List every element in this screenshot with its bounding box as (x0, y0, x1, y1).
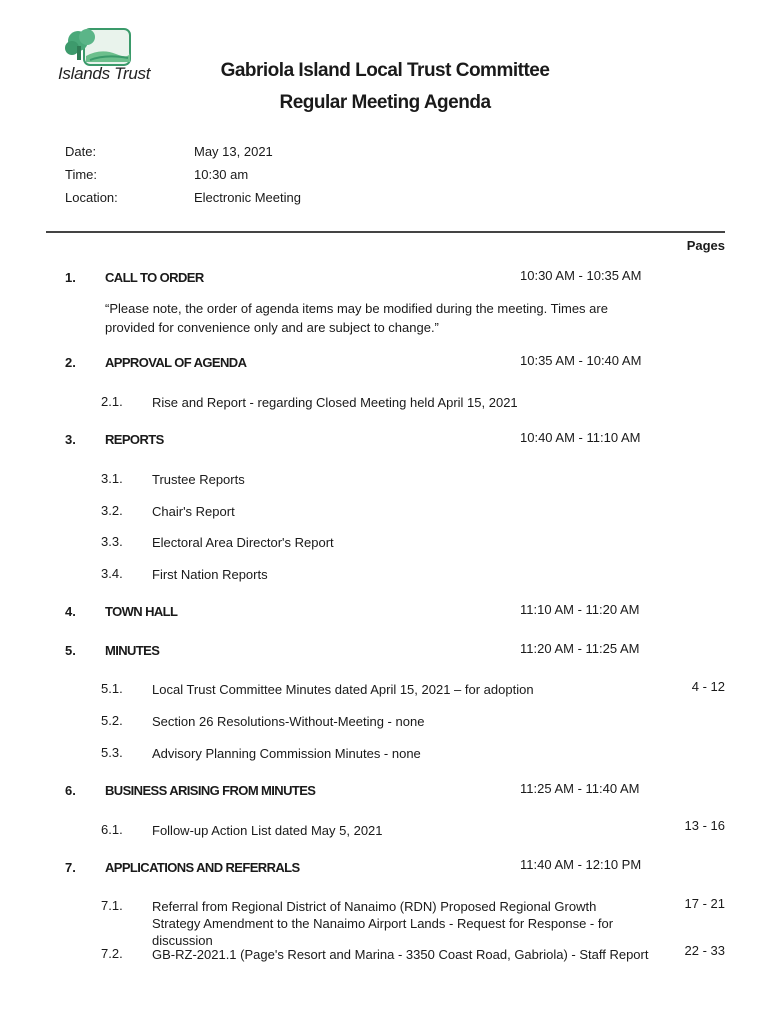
section-title: BUSINESS ARISING FROM MINUTES (105, 783, 316, 798)
section-number: 7. (65, 860, 76, 875)
section-title: CALL TO ORDER (105, 270, 204, 285)
section-number: 5. (65, 643, 76, 658)
section-title: APPROVAL OF AGENDA (105, 355, 247, 370)
item-number: 5.2. (101, 713, 123, 728)
item-number: 3.3. (101, 534, 123, 549)
divider (46, 231, 725, 233)
document-subtitle: Regular Meeting Agenda (279, 92, 491, 113)
item-text: Referral from Regional District of Nanaimo (RDN) Proposed Regional Growth Strategy Amendment to the Nanaimo Airport Lands - Request for Response - for discussion (152, 899, 614, 948)
item-number: 3.4. (101, 566, 123, 581)
time-label: Time: (65, 167, 98, 182)
section-number: 6. (65, 783, 76, 798)
item-number: 7.2. (101, 946, 123, 961)
pages-column-header: Pages (686, 238, 725, 253)
item-number: 5.1. (101, 681, 123, 696)
document-title: Gabriola Island Local Trust Committee (220, 60, 550, 81)
item-text: Follow-up Action List dated May 5, 2021 (152, 823, 383, 838)
item-number: 3.1. (101, 471, 123, 486)
section-time: 10:35 AM - 10:40 AM (520, 353, 642, 368)
section-title: TOWN HALL (105, 604, 178, 619)
section-title: REPORTS (105, 432, 164, 447)
item-pages: 17 - 21 (684, 896, 725, 911)
section-time: 10:40 AM - 11:10 AM (520, 430, 641, 445)
item-pages: 22 - 33 (684, 943, 725, 958)
section-time: 10:30 AM - 10:35 AM (520, 268, 642, 283)
section-number: 2. (65, 355, 76, 370)
section-number: 3. (65, 432, 76, 447)
item-number: 3.2. (101, 503, 123, 518)
item-number: 7.1. (101, 898, 123, 913)
section-time: 11:20 AM - 11:25 AM (520, 641, 640, 656)
item-pages: 4 - 12 (691, 679, 725, 694)
section-time: 11:10 AM - 11:20 AM (520, 602, 640, 617)
section-number: 4. (65, 604, 76, 619)
item-text: Trustee Reports (152, 472, 245, 487)
item-text: Electoral Area Director's Report (152, 535, 334, 550)
location-label: Location: (65, 190, 118, 205)
date-value: May 13, 2021 (194, 144, 273, 159)
date-label: Date: (65, 144, 97, 159)
time-value: 10:30 am (194, 167, 249, 182)
item-number: 6.1. (101, 822, 123, 837)
item-text: Chair's Report (152, 504, 235, 519)
item-number: 5.3. (101, 745, 123, 760)
item-number: 2.1. (101, 394, 123, 409)
logo-text: Islands Trust (58, 64, 151, 83)
section-number: 1. (65, 270, 76, 285)
item-text: First Nation Reports (152, 567, 268, 582)
item-text: GB-RZ-2021.1 (Page's Resort and Marina - 3350 Coast Road, Gabriola) - Staff Report (152, 947, 649, 962)
section-title: MINUTES (105, 643, 160, 658)
item-text: Advisory Planning Commission Minutes - none (152, 746, 421, 761)
section-time: 11:25 AM - 11:40 AM (520, 781, 640, 796)
location-value: Electronic Meeting (194, 190, 301, 205)
agenda-note: “Please note, the order of agenda items may be modified during the meeting. Times are provided for convenience only and are subject to change.” (105, 301, 608, 335)
item-text: Local Trust Committee Minutes dated April 15, 2021 – for adoption (152, 682, 534, 697)
item-text: Section 26 Resolutions-Without-Meeting - none (152, 714, 425, 729)
item-text: Rise and Report - regarding Closed Meeting held April 15, 2021 (152, 395, 518, 410)
section-title: APPLICATIONS AND REFERRALS (105, 860, 300, 875)
section-time: 11:40 AM - 12:10 PM (520, 857, 642, 872)
item-pages: 13 - 16 (684, 818, 725, 833)
